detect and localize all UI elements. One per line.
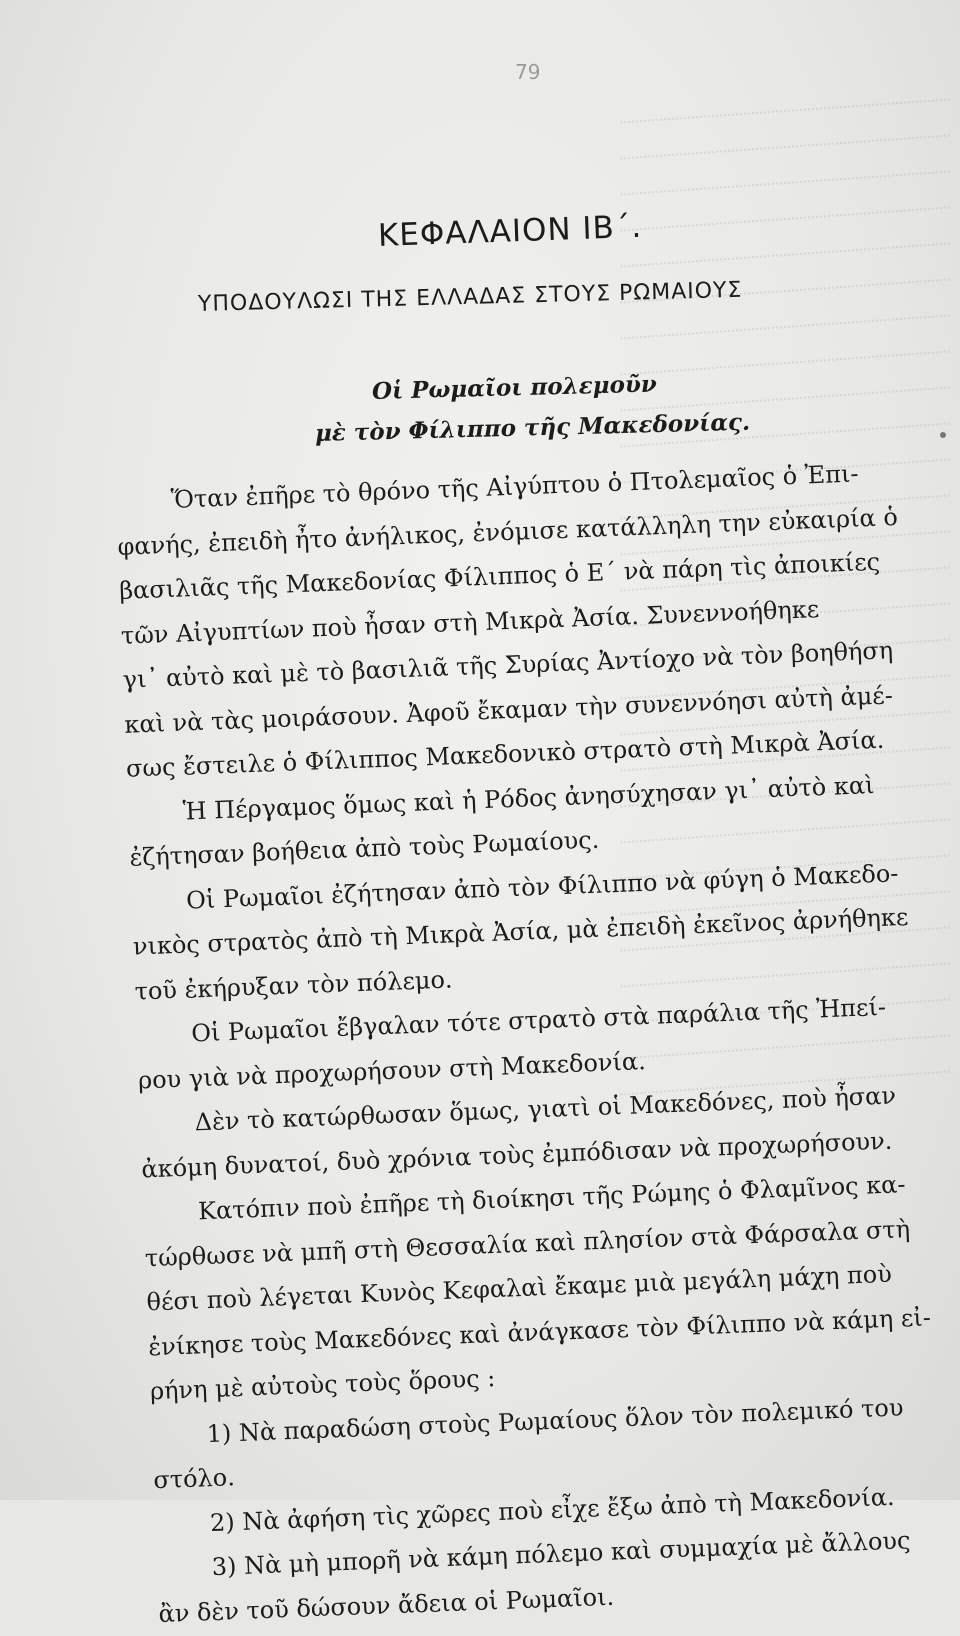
text-line: 2) Νὰ ἀφήση τὶς χῶρες ποὺ εἶχε ἔξω ἀπὸ τὴ Μακεδονία. <box>209 1482 895 1537</box>
text-line: Οἱ Ρωμαῖοι ἔβγαλαν τότε στρατὸ στὰ παράλια τῆς Ἠπεί- <box>190 992 887 1048</box>
text-line: τώρθωσε νὰ μπῆ στὴ Θεσσαλία καὶ πλησίον στὰ Φάρσαλα στὴ <box>144 1214 911 1272</box>
text-line: σως ἔστειλε ὁ Φίλιππος Μακεδονικὸ στρατὸ στὴ Μικρὰ Ἀσία. <box>125 725 885 783</box>
body-text <box>115 448 960 1636</box>
text-line: θέσι ποὺ λέγεται Κυνὸς Κεφαλαὶ ἔκαμε μιὰ μεγάλη μάχη ποὺ <box>146 1259 893 1317</box>
text-line: καὶ νὰ τὰς μοιράσουν. Ἀφοῦ ἔκαμαν τὴν συνεννόησι αὐτὴ ἀμέ- <box>123 680 894 739</box>
text-line: ἐζήτησαν βοήθεια ἀπὸ τοὺς Ρωμαίους. <box>128 825 600 872</box>
text-line: ἐνίκησε τοὺς Μακεδόνες καὶ ἀνάγκασε τὸν Φίλιππο νὰ κάμη εἰ- <box>147 1302 932 1361</box>
text-line: γι᾽ αὐτὸ καὶ μὲ τὸ βασιλιᾶ τῆς Συρίας Ἀντίοχο νὰ τὸν βοηθήση <box>122 636 894 694</box>
text-line: νικὸς στρατὸς ἀπὸ τὴ Μικρὰ Ἀσία, μὰ ἐπειδὴ ἐκεῖνος ἀρνήθηκε <box>132 902 909 961</box>
text-line: ρήνη μὲ αὐτοὺς τοὺς ὅρους : <box>149 1364 496 1406</box>
text-line: Δὲν τὸ κατώρθωσαν ὅμως, γιατὶ οἱ Μακεδόνες, ποὺ ἦσαν <box>194 1081 897 1137</box>
text-line: Οἱ Ρωμαῖοι ἐζήτησαν ἀπὸ τὸν Φίλιππο νὰ φύγη ὁ Μακεδο- <box>185 858 899 915</box>
text-line: ρου γιὰ νὰ προχωρήσουν στὴ Μακεδονία. <box>137 1046 647 1095</box>
text-line: τοῦ ἐκήρυξαν τὸν πόλεμο. <box>134 964 453 1006</box>
text-line: 1) Νὰ παραδώση στοὺς Ρωμαίους ὅλον τὸν πολεμικό του <box>206 1392 904 1448</box>
ink-speck <box>940 432 946 438</box>
text-line: φανής, ἐπειδὴ ἦτο ἀνήλικος, ἐνόμισε κατάλληλη την εὐκαιρία ὁ <box>117 502 899 561</box>
text-line: 3) Νὰ μὴ μπορῆ νὰ κάμη πόλεμο καὶ συμμαχία μὲ ἄλλους <box>211 1526 911 1582</box>
text-line: ἀκόμη δυνατοί, δυὸ χρόνια τοὺς ἐμπόδισαν νὰ προχωρήσουν. <box>140 1126 893 1183</box>
text-line: Κατόπιν ποὺ ἐπῆρε τὴ διοίκησι τῆς Ρώμης ὁ Φλαμῖνος κα- <box>197 1170 906 1226</box>
section-subtitle-line-1: Οἱ Ρωμαῖοι πολεμοῦν <box>371 370 658 405</box>
page-number: 79 <box>515 60 541 84</box>
text-line: στόλο. <box>152 1463 236 1495</box>
part-title: ΥΠΟΔΟΥΛΩΣΙ ΤΗΣ ΕΛΛΑΔΑΣ ΣΤΟΥΣ ΡΩΜΑΙΟΥΣ <box>197 277 743 317</box>
text-line: Ἡ Πέργαμος ὅμως καὶ ἡ Ρόδος ἀνησύχησαν γι᾽ αὐτὸ καὶ <box>182 770 875 826</box>
text-line: ἂν δὲν τοῦ δώσουν ἄδεια οἱ Ρωμαῖοι. <box>158 1582 615 1628</box>
chapter-title: ΚΕΦΑΛΑΙΟΝ ΙΒ΄. <box>377 208 643 254</box>
text-line: τῶν Αἰγυπτίων ποὺ ἦσαν στὴ Μικρὰ Ἀσία. Συνεννοήθηκε <box>120 594 820 650</box>
text-line: βασιλιᾶς τῆς Μακεδονίας Φίλιππος ὁ Ε΄ νὰ πάρη τὶς ἀποικίες <box>118 547 881 605</box>
text-line: Ὅταν ἐπῆρε τὸ θρόνο τῆς Αἰγύπτου ὁ Πτολεμαῖος ὁ Ἐπι- <box>170 459 859 514</box>
section-subtitle-line-2: μὲ τὸν Φίλιππο τῆς Μακεδονίας. <box>314 408 751 447</box>
